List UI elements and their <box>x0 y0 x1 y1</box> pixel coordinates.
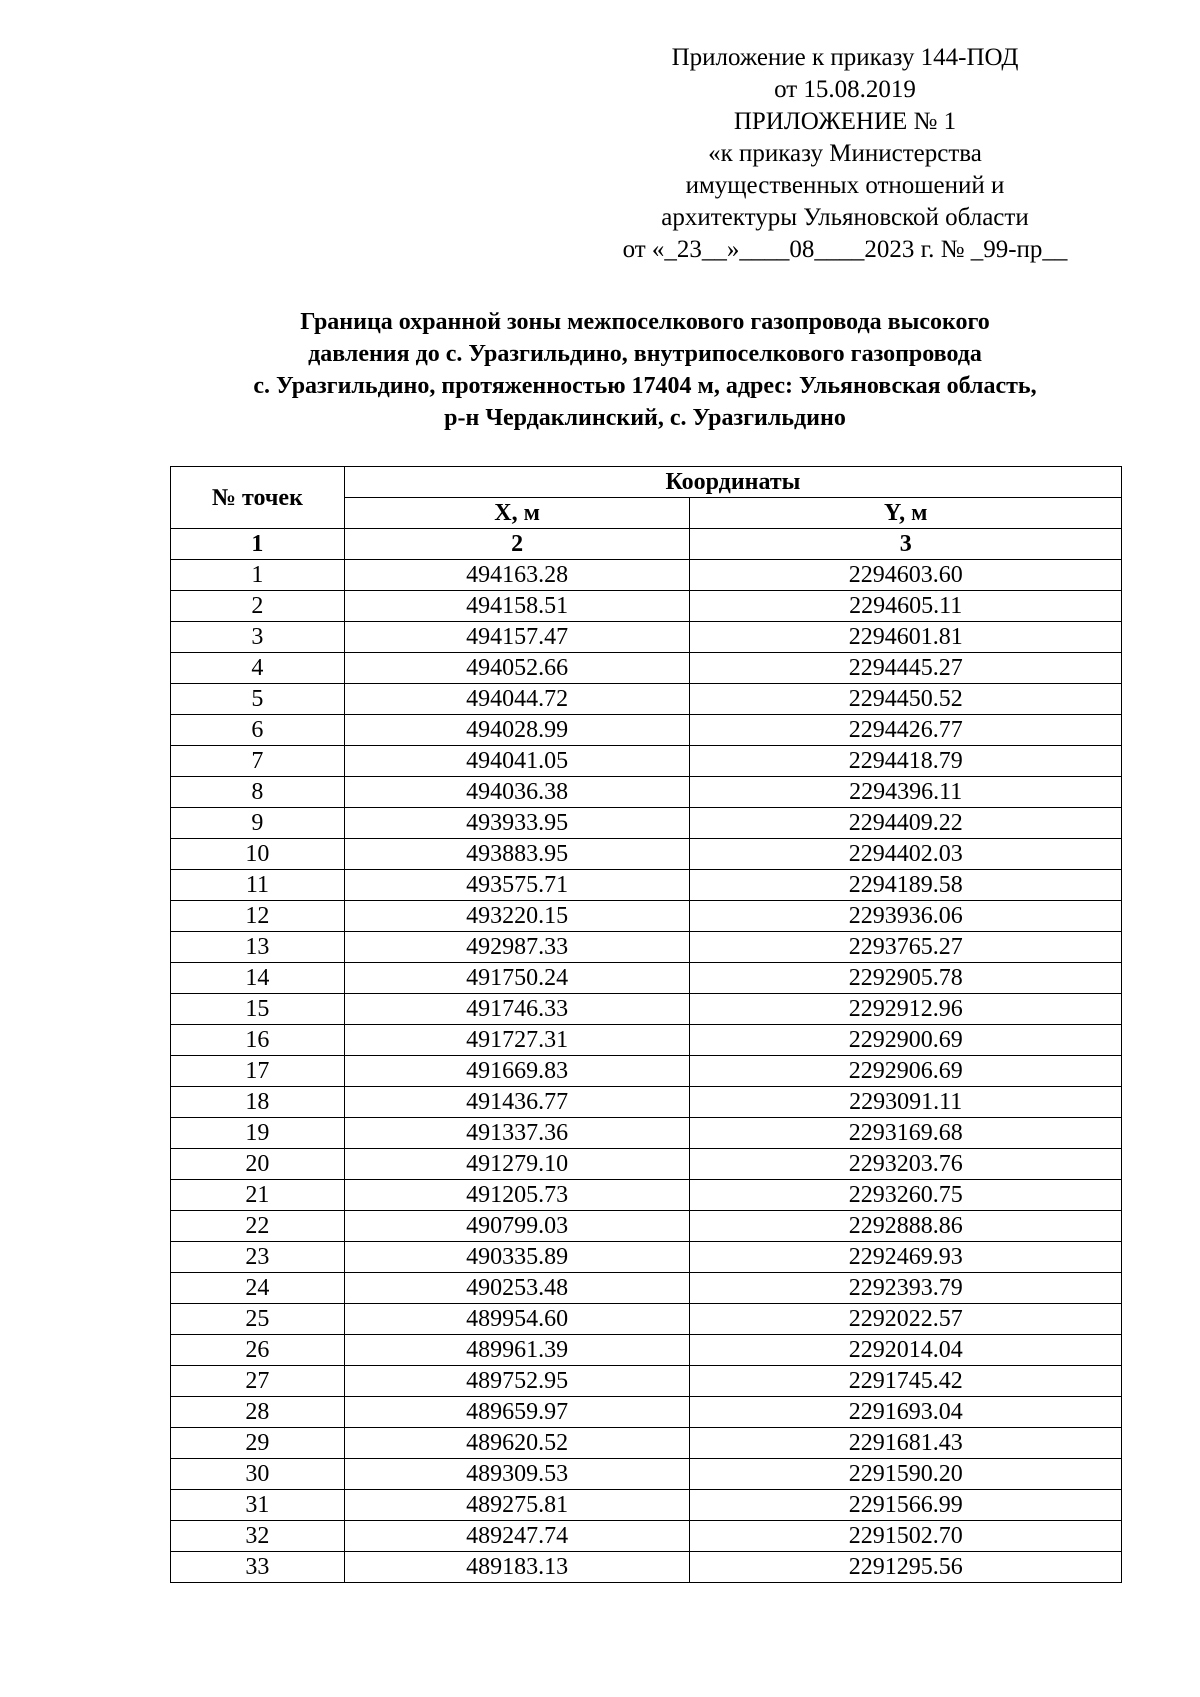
cell-point-number: 1 <box>171 560 345 591</box>
cell-x: 493575.71 <box>344 870 690 901</box>
cell-x: 494157.47 <box>344 622 690 653</box>
cell-y: 2293169.68 <box>690 1118 1122 1149</box>
cell-point-number: 6 <box>171 715 345 746</box>
cell-y: 2291590.20 <box>690 1459 1122 1490</box>
cell-x: 493220.15 <box>344 901 690 932</box>
table-row <box>171 1521 1122 1552</box>
cell-point-number: 18 <box>171 1087 345 1118</box>
cell-y: 2294445.27 <box>690 653 1122 684</box>
cell-point-number: 2 <box>171 591 345 622</box>
cell-y: 2291295.56 <box>690 1552 1122 1583</box>
cell-x: 491205.73 <box>344 1180 690 1211</box>
title-line: р-н Чердаклинский, с. Уразгильдино <box>444 405 846 431</box>
cell-point-number: 25 <box>171 1304 345 1335</box>
cell-point-number: 27 <box>171 1366 345 1397</box>
cell-y: 2294603.60 <box>690 560 1122 591</box>
cell-point-number: 24 <box>171 1273 345 1304</box>
appendix-reference-date: от 15.08.2019 <box>774 76 916 103</box>
cell-point-number: 19 <box>171 1118 345 1149</box>
cell-x: 494036.38 <box>344 777 690 808</box>
cell-y: 2294418.79 <box>690 746 1122 777</box>
table-row <box>171 653 1122 684</box>
table-row <box>171 1273 1122 1304</box>
cell-x: 492987.33 <box>344 932 690 963</box>
table-row <box>171 1242 1122 1273</box>
cell-y: 2294402.03 <box>690 839 1122 870</box>
cell-x: 489247.74 <box>344 1521 690 1552</box>
cell-y: 2291745.42 <box>690 1366 1122 1397</box>
cell-y: 2292905.78 <box>690 963 1122 994</box>
cell-x: 490335.89 <box>344 1242 690 1273</box>
cell-point-number: 13 <box>171 932 345 963</box>
cell-x: 494158.51 <box>344 591 690 622</box>
order-ministry-line: имущественных отношений и <box>685 172 1005 199</box>
cell-x: 491436.77 <box>344 1087 690 1118</box>
table-row <box>171 591 1122 622</box>
cell-y: 2293765.27 <box>690 932 1122 963</box>
cell-point-number: 22 <box>171 1211 345 1242</box>
document-title <box>150 306 1140 434</box>
cell-x: 491669.83 <box>344 1056 690 1087</box>
cell-point-number: 11 <box>171 870 345 901</box>
table-body <box>171 560 1122 1583</box>
title-line: с. Уразгильдино, протяженностью 17404 м, адрес: Ульяновская область, <box>253 373 1037 399</box>
cell-point-number: 10 <box>171 839 345 870</box>
cell-y: 2294601.81 <box>690 622 1122 653</box>
table-row <box>171 932 1122 963</box>
table-row <box>171 1149 1122 1180</box>
cell-point-number: 4 <box>171 653 345 684</box>
cell-y: 2292906.69 <box>690 1056 1122 1087</box>
table-row <box>171 1335 1122 1366</box>
cell-x: 491746.33 <box>344 994 690 1025</box>
table-row <box>171 684 1122 715</box>
cell-point-number: 14 <box>171 963 345 994</box>
cell-x: 489659.97 <box>344 1397 690 1428</box>
cell-y: 2292912.96 <box>690 994 1122 1025</box>
coordinates-table <box>170 466 1122 1583</box>
cell-point-number: 3 <box>171 622 345 653</box>
column-number: 1 <box>171 529 345 560</box>
table-row <box>171 622 1122 653</box>
table-row <box>171 1490 1122 1521</box>
table-row <box>171 963 1122 994</box>
cell-x: 491727.31 <box>344 1025 690 1056</box>
cell-point-number: 32 <box>171 1521 345 1552</box>
order-appendix-header <box>560 42 1130 266</box>
cell-y: 2292900.69 <box>690 1025 1122 1056</box>
cell-x: 493883.95 <box>344 839 690 870</box>
table-row <box>171 1087 1122 1118</box>
cell-x: 494044.72 <box>344 684 690 715</box>
cell-y: 2293936.06 <box>690 901 1122 932</box>
column-number: 3 <box>690 529 1122 560</box>
title-line: Граница охранной зоны межпоселкового газопровода высокого <box>300 309 990 335</box>
cell-y: 2292469.93 <box>690 1242 1122 1273</box>
cell-point-number: 29 <box>171 1428 345 1459</box>
cell-point-number: 31 <box>171 1490 345 1521</box>
cell-x: 494041.05 <box>344 746 690 777</box>
cell-x: 489961.39 <box>344 1335 690 1366</box>
table-row <box>171 715 1122 746</box>
table-row <box>171 1397 1122 1428</box>
table-row <box>171 808 1122 839</box>
table-row <box>171 746 1122 777</box>
cell-point-number: 9 <box>171 808 345 839</box>
cell-x: 494028.99 <box>344 715 690 746</box>
cell-x: 491279.10 <box>344 1149 690 1180</box>
order-date-number: от «_23__»____08____2023 г. № _99-пр__ <box>622 236 1068 263</box>
cell-x: 489620.52 <box>344 1428 690 1459</box>
table-row <box>171 1180 1122 1211</box>
cell-y: 2291681.43 <box>690 1428 1122 1459</box>
cell-point-number: 12 <box>171 901 345 932</box>
cell-x: 493933.95 <box>344 808 690 839</box>
cell-y: 2293260.75 <box>690 1180 1122 1211</box>
cell-x: 494052.66 <box>344 653 690 684</box>
cell-point-number: 5 <box>171 684 345 715</box>
cell-point-number: 20 <box>171 1149 345 1180</box>
cell-x: 489275.81 <box>344 1490 690 1521</box>
appendix-number: ПРИЛОЖЕНИЕ № 1 <box>733 108 957 135</box>
table-row <box>171 1459 1122 1490</box>
cell-point-number: 30 <box>171 1459 345 1490</box>
cell-y: 2292014.04 <box>690 1335 1122 1366</box>
table-row <box>171 1211 1122 1242</box>
cell-x: 491337.36 <box>344 1118 690 1149</box>
cell-y: 2294450.52 <box>690 684 1122 715</box>
table-row <box>171 1428 1122 1459</box>
cell-point-number: 7 <box>171 746 345 777</box>
order-ministry-line: «к приказу Министерства <box>708 140 982 167</box>
table-row <box>171 1552 1122 1583</box>
cell-point-number: 23 <box>171 1242 345 1273</box>
cell-point-number: 16 <box>171 1025 345 1056</box>
cell-point-number: 33 <box>171 1552 345 1583</box>
title-line: давления до с. Уразгильдино, внутрипоселкового газопровода <box>308 341 982 367</box>
cell-y: 2292888.86 <box>690 1211 1122 1242</box>
cell-y: 2291693.04 <box>690 1397 1122 1428</box>
cell-y: 2293203.76 <box>690 1149 1122 1180</box>
table-row <box>171 1118 1122 1149</box>
table-row <box>171 994 1122 1025</box>
order-ministry-line: архитектуры Ульяновской области <box>661 204 1029 231</box>
cell-y: 2293091.11 <box>690 1087 1122 1118</box>
table-row <box>171 839 1122 870</box>
cell-x: 489183.13 <box>344 1552 690 1583</box>
table-row <box>171 1025 1122 1056</box>
table-row <box>171 560 1122 591</box>
cell-y: 2292393.79 <box>690 1273 1122 1304</box>
cell-point-number: 8 <box>171 777 345 808</box>
appendix-reference: Приложение к приказу 144-ПОД <box>671 44 1019 71</box>
table-row <box>171 1304 1122 1335</box>
cell-point-number: 15 <box>171 994 345 1025</box>
cell-y: 2294396.11 <box>690 777 1122 808</box>
cell-y: 2291502.70 <box>690 1521 1122 1552</box>
table-row <box>171 777 1122 808</box>
cell-y: 2294189.58 <box>690 870 1122 901</box>
cell-x: 490799.03 <box>344 1211 690 1242</box>
header-x: X, м <box>344 498 690 529</box>
cell-y: 2294409.22 <box>690 808 1122 839</box>
cell-x: 489309.53 <box>344 1459 690 1490</box>
cell-x: 489752.95 <box>344 1366 690 1397</box>
cell-point-number: 26 <box>171 1335 345 1366</box>
cell-y: 2292022.57 <box>690 1304 1122 1335</box>
header-point-number: № точек <box>171 467 345 529</box>
cell-point-number: 21 <box>171 1180 345 1211</box>
cell-point-number: 28 <box>171 1397 345 1428</box>
table-row <box>171 1366 1122 1397</box>
cell-x: 489954.60 <box>344 1304 690 1335</box>
table-row <box>171 901 1122 932</box>
cell-y: 2294426.77 <box>690 715 1122 746</box>
cell-x: 490253.48 <box>344 1273 690 1304</box>
table-row <box>171 1056 1122 1087</box>
header-y: Y, м <box>690 498 1122 529</box>
table-row <box>171 870 1122 901</box>
cell-point-number: 17 <box>171 1056 345 1087</box>
header-coordinates: Координаты <box>344 467 1121 498</box>
cell-y: 2291566.99 <box>690 1490 1122 1521</box>
cell-x: 494163.28 <box>344 560 690 591</box>
cell-y: 2294605.11 <box>690 591 1122 622</box>
column-number: 2 <box>344 529 690 560</box>
cell-x: 491750.24 <box>344 963 690 994</box>
